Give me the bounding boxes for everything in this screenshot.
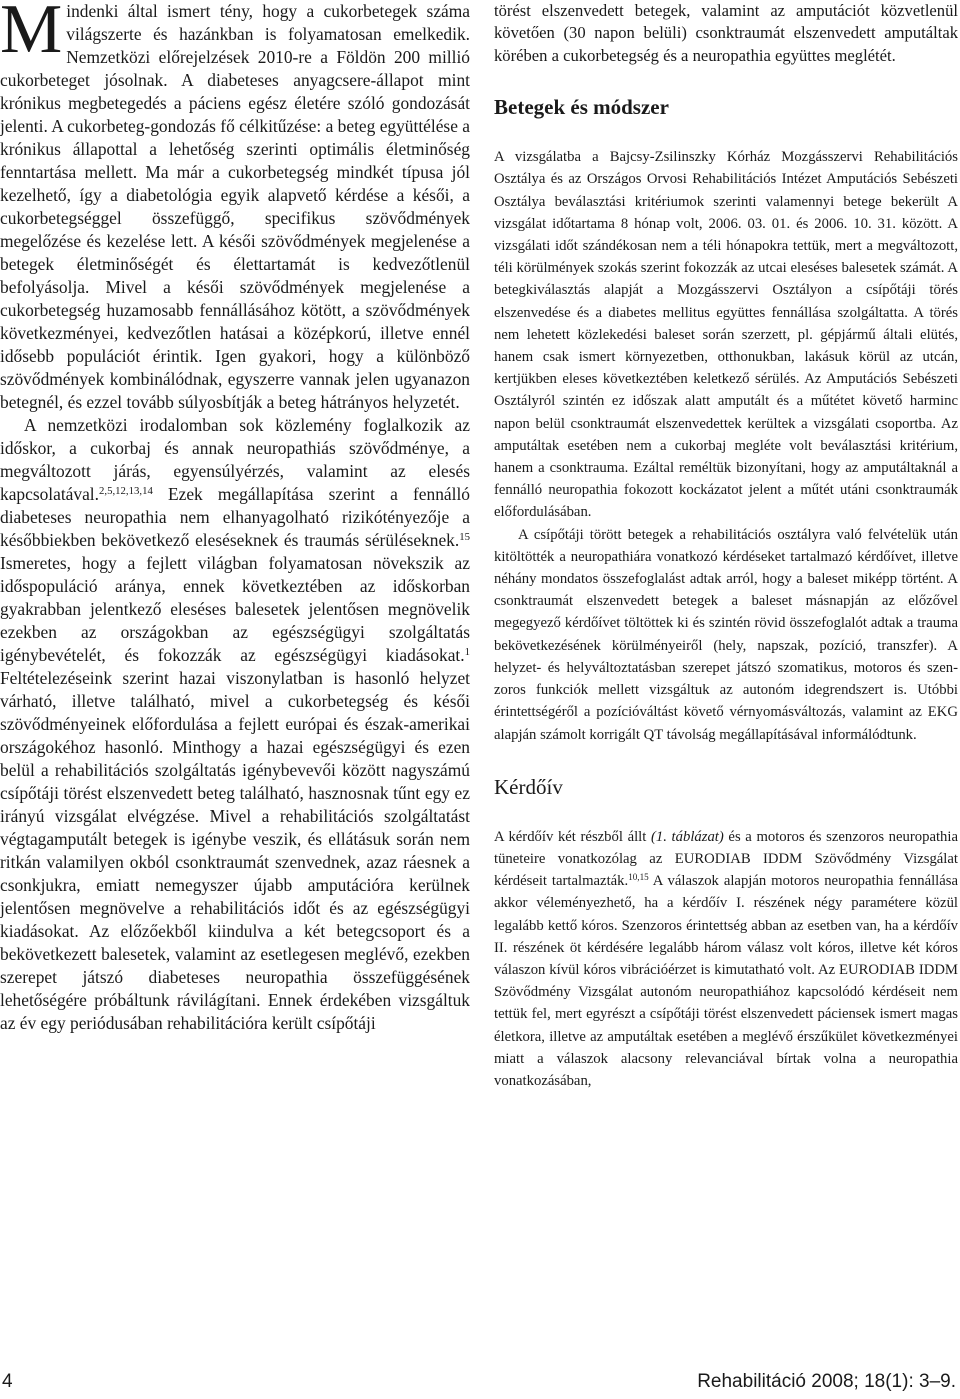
drop-cap: M xyxy=(0,0,63,68)
section-heading-survey: Kérdőív xyxy=(494,774,563,799)
journal-reference: Rehabilitáció 2008; 18(1): 3–9. xyxy=(697,1371,956,1392)
methods-paragraph: A csípőtáji törött betegek a rehabilitációs osztályra való felvételük után kitöltötték a neuropathiára vonatkozó kérdéseket tartalmazó kérdőívet, illetve néhány mondatos összefoglalást adtak arról, hogy a baleset miképp történt. A csonktraumát elszenvedett betegek a baleset másnapján az előzővel megegyező kérdőívet töltöttek ki és szintén rövid összefoglalót adtak a trauma bekövetkezésének körülményeiről (hely, napszak, pozíció, transzfer). A helyzet- és helyváltoztatásban szerepet játszó szomatikus, motoros és szenzoros funkciók mellett vizsgáltuk az autonóm idegrendszert is. Utóbbi érintettségéről a pozícióváltást követő vérnyomásváltozás, valamint az EKG alapján számolt korrigált QT távolság megállapításával informálódtunk. xyxy=(494,526,958,743)
table-reference: (1. táblázat) xyxy=(651,828,724,845)
intro-paragraph xyxy=(0,0,470,414)
citation-ref: 1 xyxy=(464,646,470,659)
literature-paragraph: A nemzetközi irodalomban sok közlemény foglalkozik az időskor, a cukorbaj és annak neuropathiás szövődménye, a megváltozott járás, egyensúlyérzés, valamint az elesés kapcsolatával.$^{2,5,12,13,14}$ Ezek megállapítása szerint a fennálló diabeteses neuropathia nem elhanyagolható rizikótényezője a későbbiekben bekövetkező eleséseknek és traumás sérüléseknek.$^{15}$ Ismeretes, hogy a fejlett világban folyamatosan növekszik az időspopuláció aránya, ennek következtében az időskorban gyakrabban jelentkező eleséses balesetek jelentősen megnövelik ezekben az országokban az egészségügyi szolgáltatás igénybevételét, és fokozzák az egészségügyi kiadásokat.$^1$ Feltételezéseink szerint hazai viszonylatban is hasonló helyzet várható, illetve található, mivel a cukorbetegség és késői szövődményeinek előfordulása a fejlett európai és észak-amerikai országokéhoz hasonló. Minthogy a hazai egészségügyi és ezen belül a rehabilitációs szolgáltatás igénybevevői között nagyszámú csípőtáji törést elszenvedett beteg található, hasznosnak tűnt egy ez irányú vizsgálat elvégzése. Mivel a rehabilitációs szolgáltatást végtagamputált betegek is igénybe veszik, és ellátásuk során nem ritkán valamilyen okból csonktraumát szenvednek, azaz ráesnek a csonkjukra, emiatt nemegyszer újabb amputációra kerülnek jelentősen megnövelve a rehabilitációs időt és az egészségügyi kiadásokat. Az előzőekből kiindulva a két betegcsoport és a bekövetkezett balesetek, valamint az esetlegesen meglévő, ezekben szerepet játszó diabeteses neuropathia összefüggésének lehetőségére próbáltunk rávilágítani. Ennek érdekében vizsgáltuk az év egy periódusában rehabilitációra került csípőtáji xyxy=(0,415,470,1033)
left-column xyxy=(0,0,470,1035)
right-column xyxy=(494,0,958,1092)
section-heading-methods: Betegek és módszer xyxy=(494,95,669,120)
citation-ref: 15 xyxy=(459,531,470,544)
citation-ref: 2,5,12,13,14 xyxy=(99,485,153,498)
citation-ref: 10,15 xyxy=(628,872,649,883)
survey-paragraph: A kérdőív két részből állt (1. táblázat) és a motoros és szenzoros neuropathia tüneteire vonatkozólag az EURODIAB IDDM Szövődmény Vizsgálat kérdéseit tartalmazták.$^{10,15}$ A válaszok alapján motoros neuropathia fennállása akkor véleményezhető, ha a kérdőív I. részének négy paramétere közül legalább kettő kóros. Szenzoros érintettség abban az esetben van, ha a kérdőív II. részének öt kérdésére legalább három válasz volt kóros, illetve két kóros válaszon kívül kóros vibrációérzet is kimutatható volt. Az EURODIAB IDDM Szövődmény Vizsgálat autonóm neuropathiához kapcsolódó kérdéseit nem tettük fel, mert egyrészt a csípőtáji törést elszenvedett páciensek ismert magas életkora, illetve az amputáltak esetében a meglévő érszűkület következményei miatt a válaszok alacsony relevanciával bírtak volna a neuropathia vonatkozásában, xyxy=(494,828,959,1089)
intro-text: indenki által ismert tény, hogy a cukorbetegek száma világszerte és hazánkban is folyamatosan emelkedik. Nemzetközi előrejelzések 2010-re a Földön 200 millió cukorbeteget jósolnak. A diabeteses anyagcsere-állapot mint krónikus megbetegedés a páciens egész életére szóló gondozását jelenti. A cukorbeteg-gondozás fő célkitűzése: a beteg együttélése a krónikus állapottal a lehetőség szerinti optimális életminőség fenntartása mellett. Ma már a cukorbetegség mindkét típusa jól kezelhető, így a diabetológia egyik alapvető kérdése a késői, a cukorbetegséggel összefüggő, specifikus szövődmények megelőzése és kezelése lett. A késői szövődmények megjelenése a betegek életminőségét és élettartamát is kedvezőtlenül befolyásolja. Mivel a késői szövődmények megjelenése a cukorbetegség huzamosabb fennállásához kötött, a szövődmények következményei, kedvezőtlen hatásai a középkorú, illetve ennél idősebb populációt érintik. Igen gyakori, hogy a különböző szövődmények kombinálódnak, egyszerre vannak jelen ugyanazon betegnél, és ezzel tovább súlyosbítják a beteg hátrányos helyzetét. xyxy=(0,1,470,412)
methods-paragraph: A vizsgálatba a Bajcsy-Zsilinszky Kórház Mozgásszervi Rehabilitációs Osztálya és az Országos Orvosi Rehabilitációs Intézet Amputációs Sebészeti Osztálya beválasztási kritériumok szerinti valamennyi betege bekerült A vizsgálat időtartama 8 hónap volt, 2006. 03. 01. és 2006. 10. 31. között. A vizsgálati időt szándékosan nem a téli hónapokra tettük, mert a megváltozott, téli körülmények szokás szerint fokozzák az utcai eleséses balesetek számát. A betegkiválasztás alapját a Mozgásszervi Osztályon a csípőtáji törés elszenvedése és a diabetes mellitus együttes fennállása szolgáltatta. A törés nem lehetett közlekedési baleset során szerzett, pl. gépjármű általi elütés, hanem csak ismert környezetben, otthonukban, lakásuk körül az utcán, kertjükben eleses következtében keletkező sérülés. Az Amputációs Sebészeti Osztályról szintén ez időszak alatt amputált és a műtétet követő harminc napon belül csonktraumát elszenvedettek kerültek a vizsgálati csoportba. Az amputáltak esetében nem a cukorbaj megléte volt beválasztási kritérium, hanem a csonktrauma. Ezáltal reméltük bizonyítani, hogy az amputáltaknál a fennálló neuropathia fokozott kockázatot jelent a műtét utáni csonktraumák előfordulásában. xyxy=(494,149,958,521)
continued-paragraph: törést elszenvedett betegek, valamint az amputációt közvetlenül követően (30 napon belüli) csonktraumát elszenvedett amputáltak körében a cukorbetegség és a neuropathia együttes meglétét. xyxy=(494,1,958,65)
page-number: 4 xyxy=(2,1371,13,1392)
